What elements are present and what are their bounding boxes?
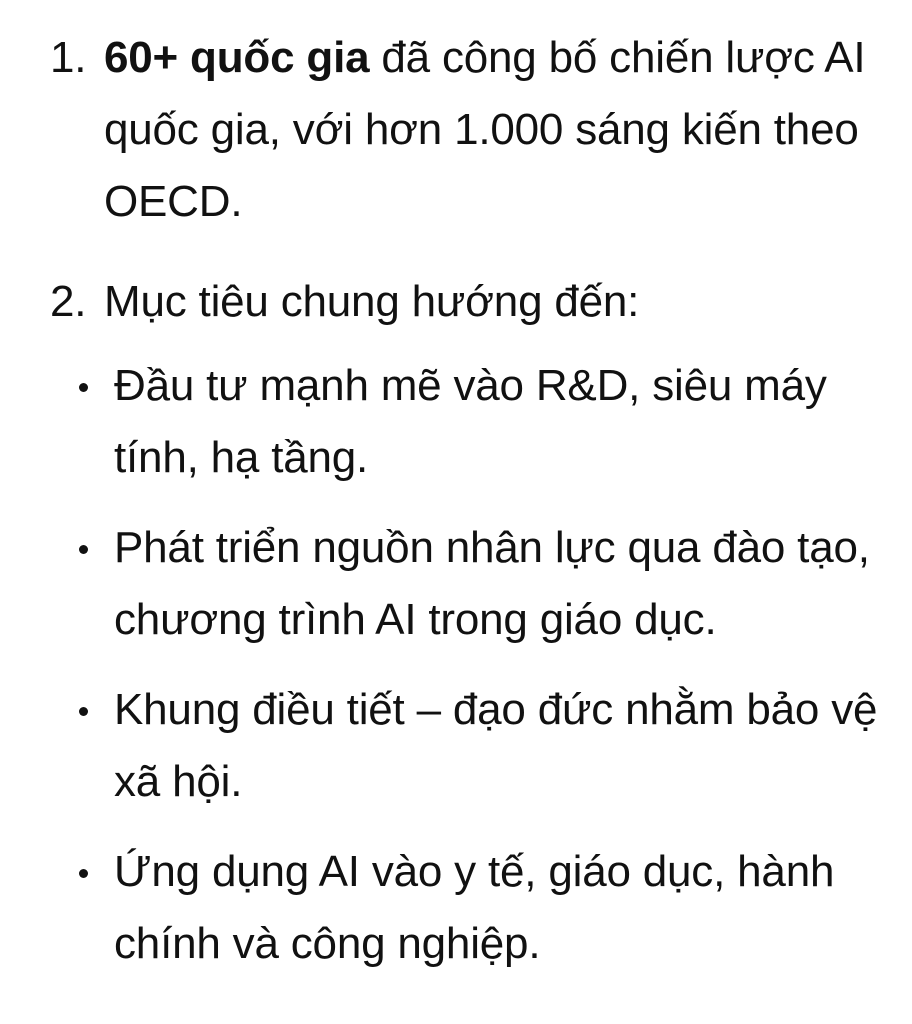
list-item-1-rest: đã công bố chiến lược AI quốc gia, với hơn 1.000 sáng kiến theo OECD. [104,33,866,226]
bullet-item-4-text: Ứng dụng AI vào y tế, giáo dục, hành chính và công nghiệp. [114,847,835,968]
bullet-item-2-text: Phát triển nguồn nhân lực qua đào tạo, chương trình AI trong giáo dục. [114,523,870,644]
bullet-icon [79,545,88,554]
bullet-item-3 [0,674,912,818]
bullet-icon [79,383,88,392]
list-number-1: 1. [50,33,87,82]
list-number-2: 2. [50,277,87,326]
document-body [0,22,912,998]
list-item-2 [0,266,912,338]
list-item-2-text: Mục tiêu chung hướng đến: [104,277,640,326]
bold-phrase: 60+ quốc gia [104,33,370,82]
bullet-item-4 [0,836,912,980]
list-item-1-text [0,22,912,238]
bullet-icon [79,707,88,716]
bullet-item-2 [0,512,912,656]
bullet-item-3-text: Khung điều tiết – đạo đức nhằm bảo vệ xã hội. [114,685,878,806]
list-item-1 [0,22,912,238]
bullet-item-1 [0,350,912,494]
bullet-item-1-text: Đầu tư mạnh mẽ vào R&D, siêu máy tính, hạ tầng. [114,361,827,482]
bullet-icon [79,869,88,878]
